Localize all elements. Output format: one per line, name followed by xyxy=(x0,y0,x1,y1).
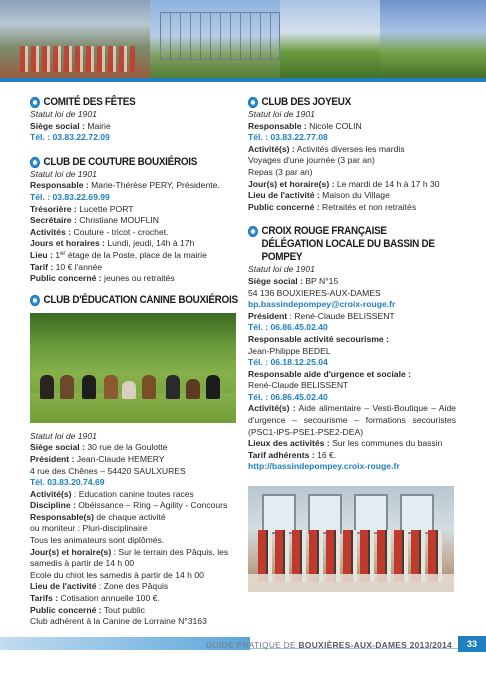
header-photo-team xyxy=(380,0,486,80)
section-title: CLUB D'ÉDUCATION CANINE BOUXIÉROIS xyxy=(30,294,215,307)
phone: Tél. : 03.83.22.72.09 xyxy=(30,132,110,143)
bullet-icon xyxy=(248,97,258,108)
website-link[interactable]: http://bassindepompey.croix-rouge.fr xyxy=(248,461,400,472)
header-photo-dogs xyxy=(280,0,380,80)
section-title: CLUB DE COUTURE BOUXIÉROIS xyxy=(30,156,215,169)
header-divider xyxy=(0,78,486,82)
email-link[interactable]: bp.bassindepompey@croix-rouge.fr xyxy=(248,299,396,310)
section-club-canine: CLUB D'ÉDUCATION CANINE BOUXIÉROIS Statut loi de 1901 Siège social : 30 rue de la Goulotte Président : Jean-Claude HEMERY 4 rue des Chênes – 54420 SAULXURES Tél. 03.83.20.74.69 Activité(s) : Education canine toutes races Discipline : Obéissance – Ring – Agility - Concours Responsable(s) de chaque activité ou moniteur : Pluri-disciplinaire Tous les animateurs sont diplômés. Jour(s) et horaire(s) : Sur le terrain des Pâquis, les samedis à partir de 14 h 00 Ecole du chiot les samedis à partir de 14 h 00 Lieu de l'activité : Zone des Pâquis Tarifs : Cotisation annuelle 100 €. Public concerné : Tout public Club adhérent à la Canine de Lorraine N°3163 xyxy=(30,293,238,627)
header-photo-group xyxy=(0,0,150,80)
phone: Tél. : 03.83.22.77.08 xyxy=(248,132,328,143)
bullet-icon xyxy=(30,97,40,108)
phone: Tél. : 06.86.45.02.40 xyxy=(248,391,328,402)
left-column xyxy=(30,96,236,628)
section-croix-rouge: CROIX ROUGE FRANÇAISE DÉLÉGATION LOCALE DU BASSIN DE POMPEY Statut loi de 1901 Siège social : BP N°15 54 136 BOUXIERES-AUX-DAMES bp.bassindepompey@croix-rouge.fr Président : René-Claude BELISSENT Tél. : 06.86.45.02.40 Responsable activité secourisme : Jean-Philippe BEDEL Tél. : 06.18.12.25.04 Responsable aide d'urgence et sociale : René-Claude BELISSENT Tél. : 06.86.45.02.40 Activité(s) : Aide alimentaire – Vesti-Boutique – Aide d'urgence – secourisme – formations secouristes (PSC1-IPS-PSE1-PSE2-DEA) Lieux des activités : Sur les communes du bassin Tarif adhérents : 16 €. http://bassindepompey.croix-rouge.fr xyxy=(248,225,456,592)
header-photo-banner xyxy=(0,0,486,80)
section-comite-des-fetes: COMITÉ DES FÊTES Statut loi de 1901 Siège social : Mairie Tél. : 03.83.22.72.09 xyxy=(30,96,236,144)
photo-dogs-group xyxy=(30,313,236,423)
section-title: CLUB DES JOYEUX xyxy=(248,96,435,109)
bullet-icon xyxy=(30,295,40,306)
fence-graphic xyxy=(160,12,280,60)
bullet-icon xyxy=(30,157,40,168)
photo-red-cross-team xyxy=(248,486,454,592)
phone: Tél. : 06.86.45.02.40 xyxy=(248,322,328,333)
phone: Tél. 03.83.20.74.69 xyxy=(30,477,105,488)
section-club-des-joyeux: CLUB DES JOYEUX Statut loi de 1901 Responsable : Nicole COLIN Tél. : 03.83.22.77.08 Activité(s) : Activités diverses les mardis Voyages d'une journée (3 par an) Repas (3 par an) Jour(s) et horaire(s) : Le mardi de 14 h à 17 h 30 Lieu de l'activité : Maison du Village Public concerné : Retraités et non retraités xyxy=(248,96,456,213)
phone: Tél. : 06.18.12.25.04 xyxy=(248,357,328,368)
right-column xyxy=(248,96,456,592)
page-number: 33 xyxy=(458,636,486,652)
section-title: CROIX ROUGE FRANÇAISE DÉLÉGATION LOCALE DU BASSIN DE POMPEY xyxy=(248,225,446,264)
section-club-couture: CLUB DE COUTURE BOUXIÉROIS Statut loi de 1901 Responsable : Marie-Thérèse PERY, Présidente. Tél. : 03.83.22.69.99 Trésorière : Lucette PORT Secrétaire : Christiane MOUFLIN Activités : Couture - tricot - crochet. Jours et horaires : Lundi, jeudi, 14h à 17h Lieu : 1er étage de la Poste, place de la mairie Tarif : 10 € l'année Public concerné : jeunes ou retraités xyxy=(30,156,236,285)
statut: Statut loi de 1901 xyxy=(30,109,97,119)
bullet-icon xyxy=(248,226,258,237)
footer-guide-title: GUIDE PRATIQUE DE BOUXIÈRES-AUX-DAMES 2013/2014 xyxy=(205,640,452,650)
section-title: COMITÉ DES FÊTES xyxy=(30,96,215,109)
phone: Tél. : 03.83.22.69.99 xyxy=(30,191,110,202)
